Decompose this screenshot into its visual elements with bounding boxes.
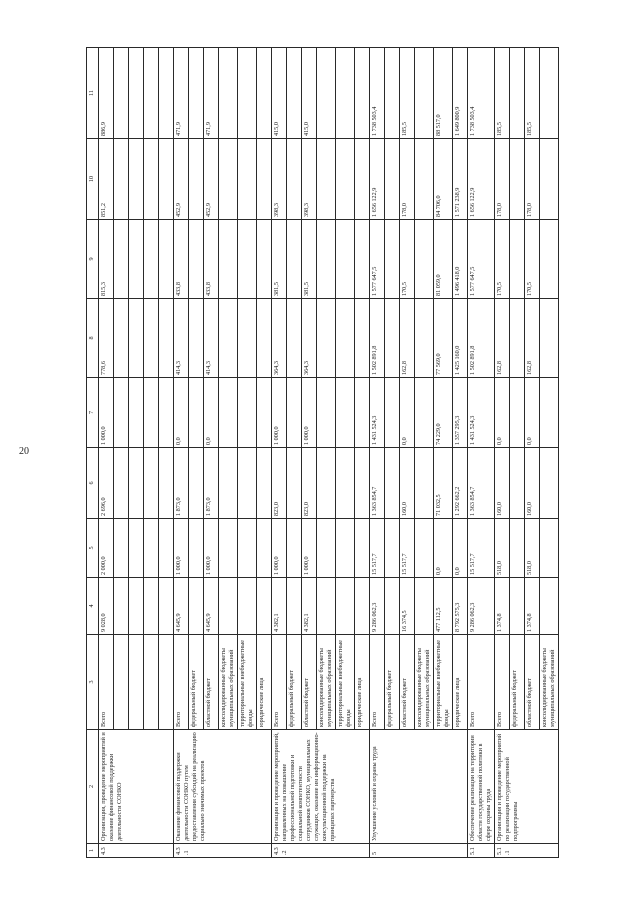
table-cell [129, 378, 144, 448]
table-cell: 178,0 [495, 139, 510, 220]
table-cell [114, 48, 129, 139]
table-cell: территориальные внебюджетные фонды [238, 635, 257, 730]
table-cell: 71 032,5 [434, 448, 453, 519]
table-cell: 0,0 [495, 378, 510, 448]
table-cell [355, 578, 370, 635]
table-row [272, 48, 287, 858]
table-cell: территориальные внебюджетные фонды [434, 635, 453, 730]
table-cell: 1 431 524,3 [370, 378, 385, 448]
header-row [87, 48, 99, 858]
column-number-header: 4 [87, 578, 99, 635]
table-cell [189, 378, 204, 448]
table-cell [129, 48, 144, 139]
table-cell: территориальные внебюджетные фонды [336, 635, 355, 730]
table-cell [159, 448, 174, 519]
table-cell: 823,0 [272, 448, 287, 519]
table-cell: 778,6 [99, 299, 114, 378]
table-cell [159, 48, 174, 139]
table-cell: 162,8 [525, 299, 540, 378]
table-cell: 398,3 [272, 139, 287, 220]
table-cell [257, 139, 272, 220]
table-cell [540, 578, 559, 635]
table-cell [238, 220, 257, 299]
table-cell [336, 299, 355, 378]
table-cell [159, 378, 174, 448]
table-cell: 1 873,0 [174, 448, 189, 519]
table-cell [385, 578, 400, 635]
table-cell: областной бюджет [525, 635, 540, 730]
table-cell: 1 000,0 [174, 519, 189, 578]
table-cell [540, 220, 559, 299]
table-header [87, 48, 99, 858]
table-cell [317, 48, 336, 139]
table-row [174, 48, 189, 858]
column-number-header: 1 [87, 844, 99, 858]
table-cell [287, 578, 302, 635]
table-cell [355, 378, 370, 448]
table-cell: 364,3 [272, 299, 287, 378]
table-cell: федеральный бюджет [510, 635, 525, 730]
table-cell: 0,0 [400, 378, 415, 448]
table-cell: юридические лица [453, 635, 468, 730]
table-cell [415, 519, 434, 578]
table-cell [540, 448, 559, 519]
table-cell [114, 139, 129, 220]
table-cell [540, 139, 559, 220]
table-cell: 381,5 [272, 220, 287, 299]
table-cell [114, 220, 129, 299]
table-cell: 415,0 [272, 48, 287, 139]
table-cell: 414,3 [174, 299, 189, 378]
table-cell: 1 357 295,3 [453, 378, 468, 448]
table-cell: 0,0 [204, 378, 219, 448]
table-cell [336, 139, 355, 220]
table-cell: 518,0 [495, 519, 510, 578]
table-cell: 1 374,8 [525, 578, 540, 635]
table-cell [385, 48, 400, 139]
table-cell [540, 378, 559, 448]
table-cell [144, 519, 159, 578]
table-cell: 1 374,8 [495, 578, 510, 635]
column-number-header: 6 [87, 448, 99, 519]
table-cell [317, 378, 336, 448]
page-number: 20 [19, 446, 29, 457]
table-cell [129, 519, 144, 578]
table-cell: 452,9 [174, 139, 189, 220]
table-cell [385, 139, 400, 220]
table-cell [219, 578, 238, 635]
table-cell: 170,5 [400, 220, 415, 299]
table-cell [114, 378, 129, 448]
table-cell [355, 139, 370, 220]
table-cell: 1 656 122,9 [370, 139, 385, 220]
table-cell [287, 378, 302, 448]
table-cell [114, 578, 129, 635]
table-cell: федеральный бюджет [287, 635, 302, 730]
table-row [99, 48, 114, 858]
table-cell: 1 656 122,9 [468, 139, 495, 220]
table-cell [257, 578, 272, 635]
table-cell: 4.3 [99, 844, 174, 858]
table-cell [510, 519, 525, 578]
table-cell [189, 139, 204, 220]
table-cell [355, 299, 370, 378]
table-cell: 1 363 854,7 [468, 448, 495, 519]
table-cell [238, 578, 257, 635]
table-cell: 0,0 [434, 519, 453, 578]
table-cell [129, 139, 144, 220]
table-cell [317, 299, 336, 378]
table-cell [257, 519, 272, 578]
table-cell [219, 220, 238, 299]
column-number-header: 7 [87, 378, 99, 448]
table-cell: 1 571 238,9 [453, 139, 468, 220]
table-cell: 1 425 160,0 [453, 299, 468, 378]
table-cell: 185,5 [495, 48, 510, 139]
table-cell: 1 738 503,4 [370, 48, 385, 139]
column-number-header: 9 [87, 220, 99, 299]
table-cell: 185,5 [400, 48, 415, 139]
table-cell: 471,9 [174, 48, 189, 139]
table-cell: 160,0 [400, 448, 415, 519]
table-cell [219, 378, 238, 448]
table-body [99, 48, 559, 858]
table-cell [510, 378, 525, 448]
table-cell: консолидированные бюджеты муниципальных образований [540, 635, 559, 730]
table-cell: Всего [468, 635, 495, 730]
table-cell [238, 299, 257, 378]
table-cell [385, 378, 400, 448]
table-cell: областной бюджет [400, 635, 415, 730]
table-cell: 433,8 [174, 220, 189, 299]
table-cell: Всего [272, 635, 287, 730]
table-cell [336, 378, 355, 448]
table-cell: 1 000,0 [302, 519, 317, 578]
table-cell [144, 220, 159, 299]
table-cell: консолидированные бюджеты муниципальных образований [219, 635, 238, 730]
table-cell [144, 139, 159, 220]
table-cell [415, 578, 434, 635]
table-cell [510, 299, 525, 378]
table-cell: 170,5 [495, 220, 510, 299]
column-number-header: 3 [87, 635, 99, 730]
table-cell: федеральный бюджет [385, 635, 400, 730]
table-cell: 433,8 [204, 220, 219, 299]
table-cell: консолидированные бюджеты муниципальных образований [415, 635, 434, 730]
table-cell: 15 517,7 [370, 519, 385, 578]
table-cell: Организация и проведение мероприятий, направленных на повышение профессиональной подготовки и социальной компетентности сотрудников СОНКО, муниципальных служащих, оказание им информационно-консультационной поддержки на принципах партнерства [272, 730, 370, 844]
table-cell: 815,3 [99, 220, 114, 299]
table-cell [510, 578, 525, 635]
table-cell: 1 292 662,2 [453, 448, 468, 519]
table-cell: 1 431 524,3 [468, 378, 495, 448]
table-cell: Улучшение условий и охраны труда [370, 730, 468, 844]
table-cell [219, 139, 238, 220]
table-cell: 162,8 [400, 299, 415, 378]
table-cell: 4 382,1 [302, 578, 317, 635]
table-cell: 15 517,7 [468, 519, 495, 578]
table-cell [238, 139, 257, 220]
table-cell: 84 706,0 [434, 139, 453, 220]
table-cell: 0,0 [525, 378, 540, 448]
table-cell: 0,0 [453, 519, 468, 578]
table-cell [287, 299, 302, 378]
table-cell [219, 299, 238, 378]
table-cell: Всего [370, 635, 385, 730]
table-cell [219, 448, 238, 519]
table-cell: областной бюджет [302, 635, 317, 730]
table-cell [355, 519, 370, 578]
table-cell: 381,5 [302, 220, 317, 299]
table-cell [238, 378, 257, 448]
table-cell [238, 448, 257, 519]
table-cell [287, 139, 302, 220]
table-cell: 1 502 891,8 [468, 299, 495, 378]
table-cell [189, 220, 204, 299]
table-cell [415, 378, 434, 448]
table-cell: 1 000,0 [272, 519, 287, 578]
table-cell [219, 48, 238, 139]
table-cell [317, 139, 336, 220]
table-cell: 4.3.1 [174, 844, 272, 858]
table-cell [415, 299, 434, 378]
table-cell: юридические лица [257, 635, 272, 730]
table-cell: 452,9 [204, 139, 219, 220]
table-cell: 1 873,0 [204, 448, 219, 519]
table-cell: 2 000,0 [99, 519, 114, 578]
table-cell: 4 645,9 [204, 578, 219, 635]
table-cell: Оказание финансовой поддержки деятельности СОНКО путем предоставления субсидий на реализацию социально значимых проектов [174, 730, 272, 844]
table-cell [510, 139, 525, 220]
table-cell [415, 139, 434, 220]
table-cell: 477 112,5 [434, 578, 453, 635]
table-cell [144, 448, 159, 519]
table-cell: Всего [174, 635, 189, 730]
table-cell [355, 448, 370, 519]
table-cell [317, 578, 336, 635]
table-cell [114, 448, 129, 519]
table-cell: Всего [99, 635, 114, 730]
table-cell [114, 299, 129, 378]
table-cell: 364,3 [302, 299, 317, 378]
table-cell: 1 000,0 [272, 378, 287, 448]
table-cell: 178,0 [400, 139, 415, 220]
table-cell [129, 635, 144, 730]
table-cell [144, 578, 159, 635]
table-cell [159, 578, 174, 635]
table-cell: 886,9 [99, 48, 114, 139]
table-cell: 518,0 [525, 519, 540, 578]
table-cell [159, 519, 174, 578]
table-cell: 160,0 [495, 448, 510, 519]
table-cell: областной бюджет [204, 635, 219, 730]
table-cell [114, 519, 129, 578]
table-cell: 1 502 891,8 [370, 299, 385, 378]
table-cell [317, 220, 336, 299]
table-cell [540, 299, 559, 378]
table-cell: федеральный бюджет [189, 635, 204, 730]
table-cell [129, 220, 144, 299]
column-number-header: 11 [87, 48, 99, 139]
table-cell: 1 496 418,0 [453, 220, 468, 299]
table-cell: 415,0 [302, 48, 317, 139]
table-cell: 178,0 [525, 139, 540, 220]
table-cell: Всего [495, 635, 510, 730]
table-cell [257, 448, 272, 519]
table-cell [336, 448, 355, 519]
table-row [370, 48, 385, 858]
table-cell [159, 220, 174, 299]
table-cell: 2 696,0 [99, 448, 114, 519]
table-cell: 1 577 647,5 [468, 220, 495, 299]
rotated-sheet [46, 48, 640, 858]
table-cell: 398,3 [302, 139, 317, 220]
table-cell: 160,0 [525, 448, 540, 519]
table-cell [114, 635, 129, 730]
table-cell: 851,2 [99, 139, 114, 220]
table-cell: 16 374,5 [400, 578, 415, 635]
table-cell: 88 517,0 [434, 48, 453, 139]
table-cell [336, 48, 355, 139]
table-cell [238, 48, 257, 139]
table-cell: 471,9 [204, 48, 219, 139]
table-cell: 185,5 [525, 48, 540, 139]
table-cell [257, 48, 272, 139]
table-cell: 8 792 575,3 [453, 578, 468, 635]
table-cell [336, 578, 355, 635]
table-cell: 5.1.1 [495, 844, 559, 858]
column-number-header: 10 [87, 139, 99, 220]
table-cell [189, 299, 204, 378]
table-cell: 414,3 [204, 299, 219, 378]
table-cell [336, 220, 355, 299]
table-cell [257, 378, 272, 448]
table-cell: 74 229,0 [434, 378, 453, 448]
table-cell: 4 645,9 [174, 578, 189, 635]
table-cell: Обеспечение реализации на территории области государственной политики в сфере охраны труда [468, 730, 495, 844]
table-cell [540, 48, 559, 139]
table-cell: 9 028,0 [99, 578, 114, 635]
table-cell [219, 519, 238, 578]
table-cell: Организация, проведение мероприятий и оказание финансовой поддержки деятельности СОНКО [99, 730, 174, 844]
table-cell [159, 635, 174, 730]
table-cell: 5.1 [468, 844, 495, 858]
table-cell [129, 578, 144, 635]
table-cell: Организация и проведение мероприятий по реализации государственной подпрограммы [495, 730, 559, 844]
table-cell [189, 519, 204, 578]
table-cell: 1 000,0 [204, 519, 219, 578]
table-row [495, 48, 510, 858]
table-cell: 4.3.2 [272, 844, 370, 858]
table-cell [415, 48, 434, 139]
table-cell [385, 448, 400, 519]
table-cell [540, 519, 559, 578]
table-cell [510, 48, 525, 139]
table-cell [510, 220, 525, 299]
table-row [468, 48, 495, 858]
table-cell: 5 [370, 844, 468, 858]
table-cell: 1 738 503,4 [468, 48, 495, 139]
table-cell: 81 059,0 [434, 220, 453, 299]
budget-table [86, 47, 559, 858]
table-cell [355, 220, 370, 299]
table-cell: 1 000,0 [302, 378, 317, 448]
table-cell [189, 578, 204, 635]
column-number-header: 8 [87, 299, 99, 378]
table-cell [144, 378, 159, 448]
table-cell [317, 448, 336, 519]
table-cell: 162,8 [495, 299, 510, 378]
table-cell: 9 286 062,3 [468, 578, 495, 635]
table-cell [144, 299, 159, 378]
table-cell [189, 448, 204, 519]
table-cell [317, 519, 336, 578]
table-cell: 9 286 062,3 [370, 578, 385, 635]
table-cell: 1 000,0 [99, 378, 114, 448]
column-number-header: 5 [87, 519, 99, 578]
table-cell [287, 48, 302, 139]
table-cell [287, 220, 302, 299]
table-cell [257, 220, 272, 299]
column-number-header: 2 [87, 730, 99, 844]
table-cell: 170,5 [525, 220, 540, 299]
table-cell [287, 519, 302, 578]
table-cell: 1 363 854,7 [370, 448, 385, 519]
table-cell [129, 299, 144, 378]
table-cell [510, 448, 525, 519]
table-cell [385, 220, 400, 299]
table-cell [287, 448, 302, 519]
table-cell [144, 635, 159, 730]
table-cell: 823,0 [302, 448, 317, 519]
table-cell [144, 48, 159, 139]
table-cell: 0,0 [174, 378, 189, 448]
table-cell: 4 382,1 [272, 578, 287, 635]
table-cell [257, 299, 272, 378]
table-cell [129, 448, 144, 519]
table-cell: 1 577 647,5 [370, 220, 385, 299]
table-cell [159, 299, 174, 378]
table-cell [189, 48, 204, 139]
table-cell: консолидированные бюджеты муниципальных образований [317, 635, 336, 730]
table-cell [355, 48, 370, 139]
table-cell: 77 569,0 [434, 299, 453, 378]
table-cell [415, 448, 434, 519]
table-cell [385, 519, 400, 578]
table-cell [159, 139, 174, 220]
table-cell [336, 519, 355, 578]
table-cell: 1 649 800,9 [453, 48, 468, 139]
table-cell [385, 299, 400, 378]
table-cell: 15 517,7 [400, 519, 415, 578]
table-cell [415, 220, 434, 299]
table-cell [238, 519, 257, 578]
table-cell: юридические лица [355, 635, 370, 730]
